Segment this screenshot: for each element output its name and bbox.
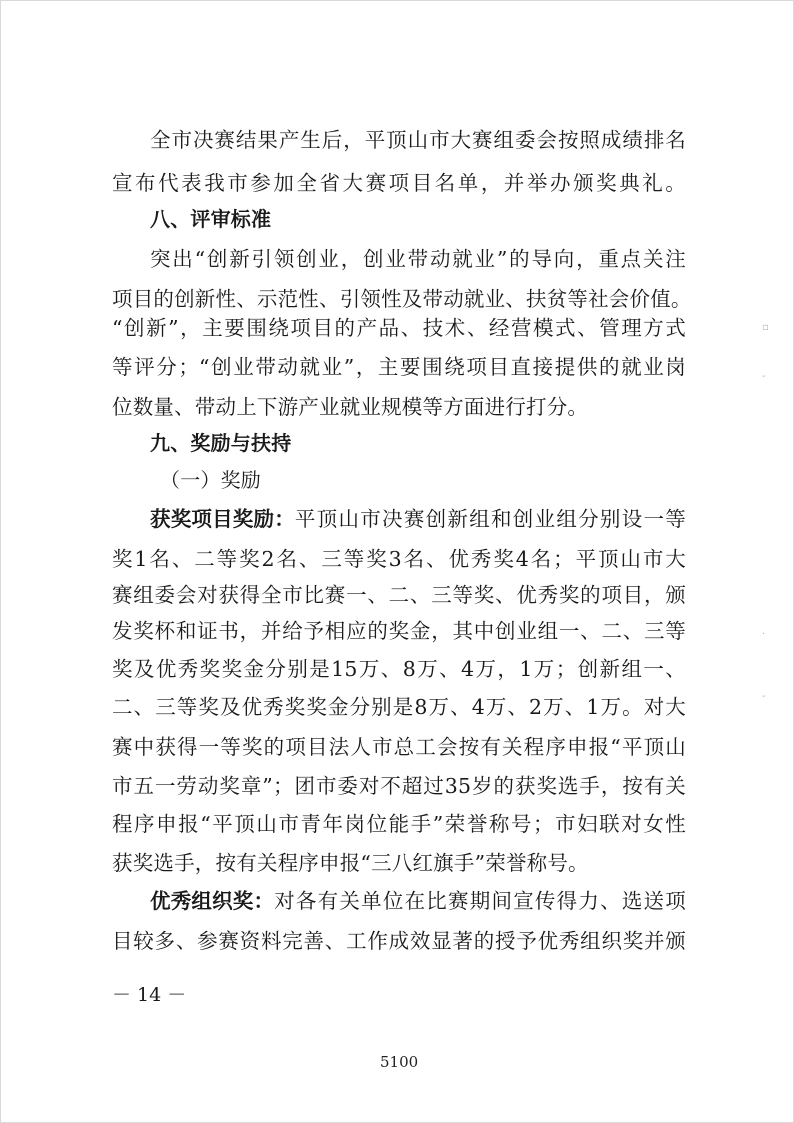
org-award-lead-label: 优秀组织奖：: [150, 889, 275, 913]
paragraph-line: 赛组委会对获得全市比赛一、二、三等奖、优秀奖的项目，颁: [112, 583, 686, 607]
scan-mark: ·: [762, 629, 766, 640]
paragraph-line: 项目的创新性、示范性、引领性及带动就业、扶贫等社会价值。: [112, 287, 692, 311]
paragraph-line: [150, 889, 686, 913]
paragraph-line-text: 对各有关单位在比赛期间宣传得力、选送项: [274, 889, 686, 913]
paragraph-line-text: 平顶山市决赛创新组和创业组分别设一等: [294, 507, 686, 531]
paragraph-line: 宣布代表我市参加全省大赛项目名单，并举办颁奖典礼。: [112, 171, 686, 195]
paragraph-line: 奖及优秀奖奖金分别是15万、8万、4万，1万；创新组一、: [112, 657, 686, 681]
page-number: － 14 －: [112, 984, 187, 1006]
paragraph-line: 获奖选手，按有关程序申报“三八红旗手”荣誉称号。: [112, 851, 589, 875]
scan-mark: -: [762, 691, 766, 702]
scan-mark: ▫: [762, 322, 769, 333]
paragraph-line: 市五一劳动奖章”；团市委对不超过35岁的获奖选手，按有关: [112, 774, 686, 798]
paragraph-line: 位数量、带动上下游产业就业规模等方面进行打分。: [112, 395, 589, 419]
section-heading-rewards-support: 九、奖励与扶持: [150, 431, 292, 455]
paragraph-line: 等评分；“创业带动就业”，主要围绕项目直接提供的就业岗: [112, 355, 686, 379]
scan-mark: -: [762, 371, 766, 382]
paragraph-line: 突出“创新引领创业，创业带动就业”的导向，重点关注: [150, 247, 686, 271]
section-heading-review-criteria: 八、评审标准: [150, 207, 272, 231]
paragraph-line: 目较多、参赛资料完善、工作成效显著的授予优秀组织奖并颁: [112, 929, 686, 953]
paragraph-line: 发奖杯和证书，并给予相应的奖金，其中创业组一、二、三等: [112, 619, 686, 643]
paragraph-line: 程序申报“平顶山市青年岗位能手”荣誉称号；市妇联对女性: [112, 812, 686, 836]
paragraph-line: 奖1名、二等奖2名、三等奖3名、优秀奖4名；平顶山市大: [112, 547, 686, 571]
paragraph-line: “创新”，主要围绕项目的产品、技术、经营模式、管理方式: [112, 316, 686, 340]
paragraph-line: [150, 507, 686, 531]
paragraph-line: 二、三等奖及优秀奖奖金分别是8万、4万、2万、1万。对大: [112, 695, 686, 719]
paragraph-line: 全市决赛结果产生后，平顶山市大赛组委会按照成绩排名: [150, 128, 686, 152]
award-lead-label: 获奖项目奖励：: [150, 507, 295, 531]
paragraph-line: 赛中获得一等奖的项目法人市总工会按有关程序申报“平顶山: [112, 735, 686, 759]
subsection-heading-rewards: （一）奖励: [160, 468, 261, 492]
document-stamp-number: 5100: [380, 1053, 419, 1071]
